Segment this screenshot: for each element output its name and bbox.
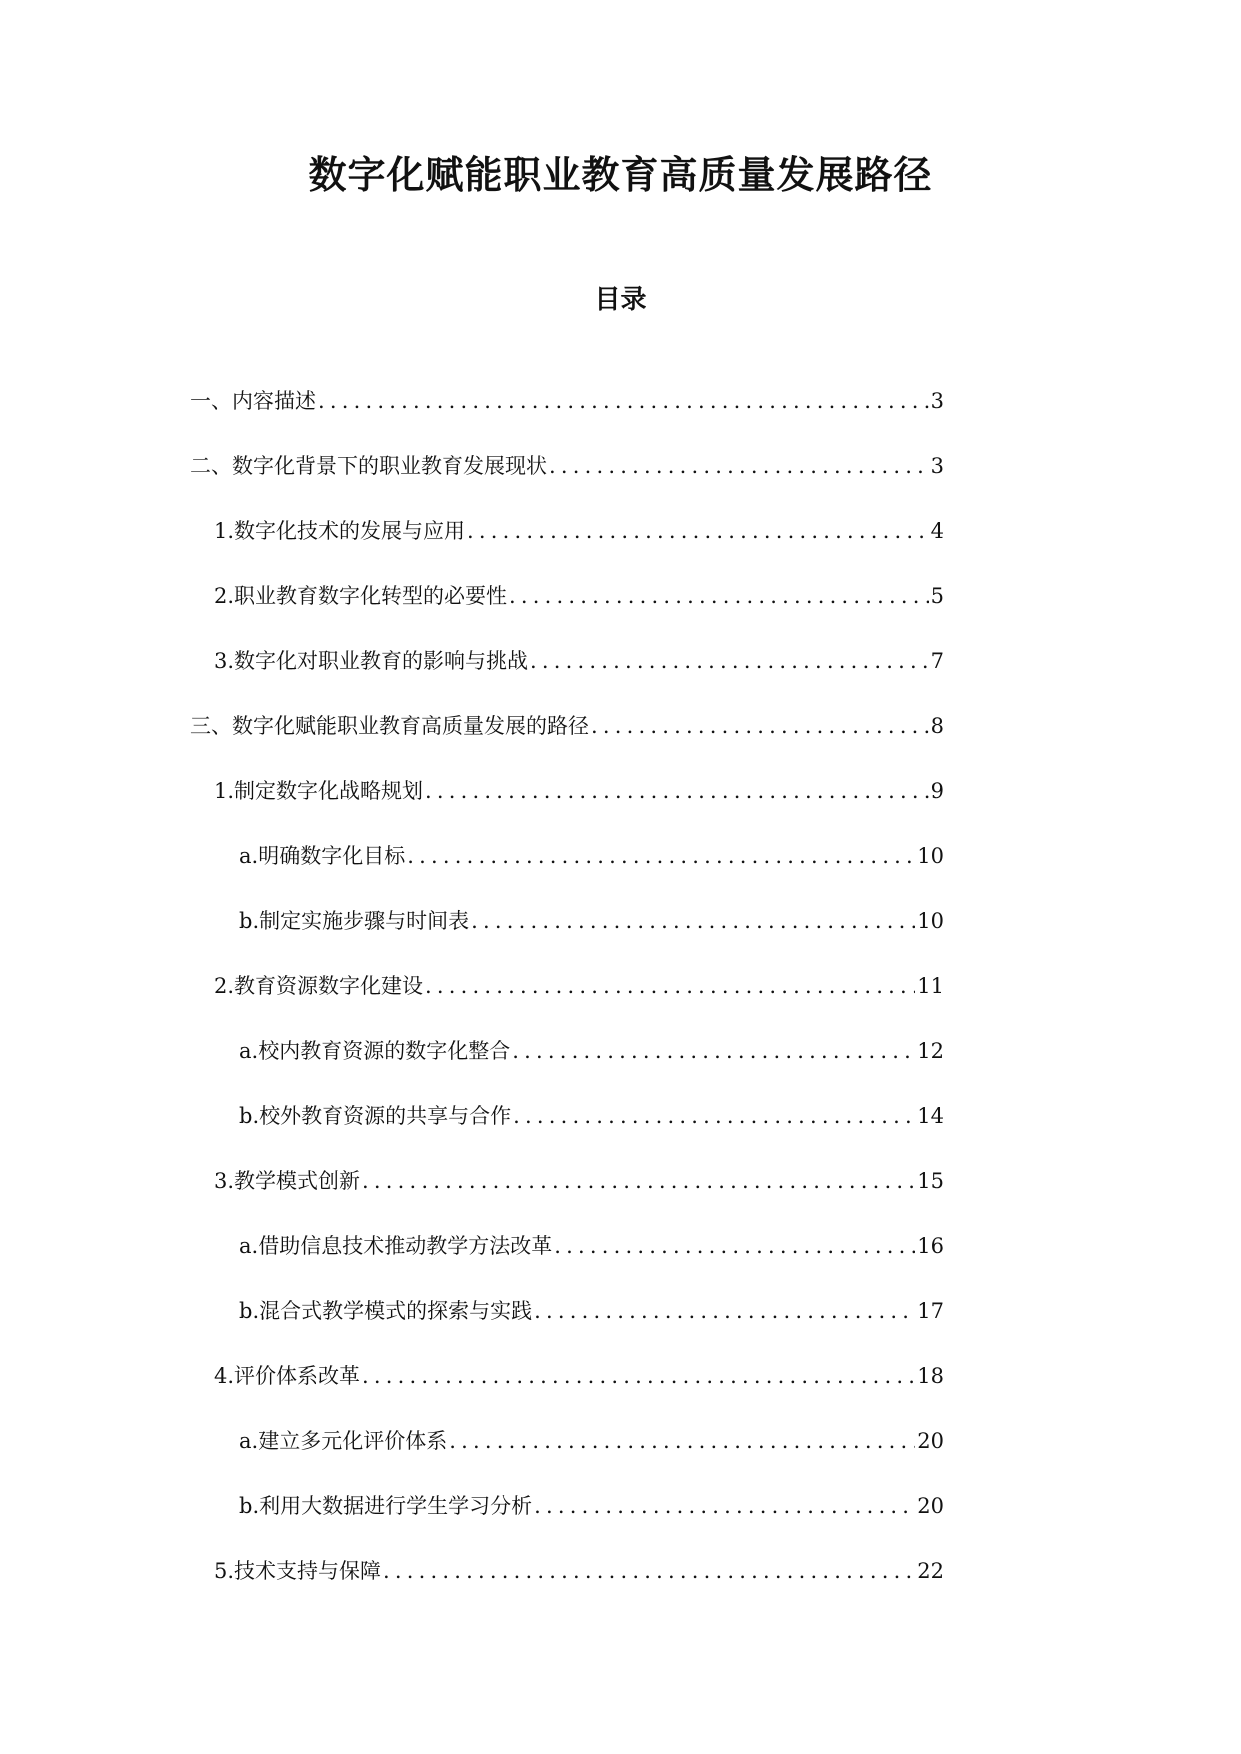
toc-dot-leader xyxy=(512,1036,915,1066)
toc-dot-leader xyxy=(425,971,915,1001)
toc-entry-number: a. xyxy=(239,1039,259,1063)
toc-entry-number: b. xyxy=(239,1494,260,1518)
toc-entry-page: 12 xyxy=(917,1039,944,1063)
toc-entry-page: 14 xyxy=(917,1104,944,1128)
toc-dot-leader xyxy=(534,1296,915,1326)
toc-entry-page: 5 xyxy=(930,584,944,608)
toc-entry-title: 利用大数据进行学生学习分析 xyxy=(259,1494,533,1518)
toc-dot-leader xyxy=(549,451,929,481)
toc-dot-leader xyxy=(509,581,929,611)
toc-entry[interactable] xyxy=(0,1097,944,1162)
toc-entry[interactable] xyxy=(0,1552,944,1617)
toc-entry-number: b. xyxy=(239,909,260,933)
toc-entry-title: 校外教育资源的共享与合作 xyxy=(259,1104,512,1128)
toc-entry-number: 1. xyxy=(214,779,235,803)
toc-entry-page: 15 xyxy=(917,1169,944,1193)
toc-entry-number: 三、 xyxy=(190,714,232,738)
toc-dot-leader xyxy=(383,1556,915,1586)
toc-dot-leader xyxy=(425,776,929,806)
toc-entry-number: 4. xyxy=(214,1364,235,1388)
toc-entry-title: 评价体系改革 xyxy=(234,1364,361,1388)
toc-entry-page: 3 xyxy=(930,454,944,478)
toc-entry-page: 20 xyxy=(917,1494,944,1518)
toc-dot-leader xyxy=(471,906,915,936)
toc-entry-number: 3. xyxy=(214,649,235,673)
toc-entry-page: 17 xyxy=(917,1299,944,1323)
toc-entry-title: 内容描述 xyxy=(232,389,316,413)
toc-entry-title: 数字化技术的发展与应用 xyxy=(234,519,466,543)
toc-entry-title: 教学模式创新 xyxy=(234,1169,361,1193)
toc-entry-page: 4 xyxy=(930,519,944,543)
toc-entry[interactable] xyxy=(0,1292,944,1357)
toc-entry-number: 二、 xyxy=(190,454,232,478)
toc-entry[interactable] xyxy=(0,512,944,577)
toc-dot-leader xyxy=(318,386,929,416)
toc-entry[interactable] xyxy=(0,1422,944,1487)
toc-entry-number: 2. xyxy=(214,584,235,608)
toc-dot-leader xyxy=(591,711,929,741)
toc-entry-number: 1. xyxy=(214,519,235,543)
toc-entry[interactable] xyxy=(0,1227,944,1292)
toc-entry-page: 16 xyxy=(917,1234,944,1258)
toc-entry-title: 混合式教学模式的探索与实践 xyxy=(259,1299,533,1323)
toc-entry[interactable] xyxy=(0,707,944,772)
toc-entry-number: b. xyxy=(239,1104,260,1128)
toc-entry[interactable] xyxy=(0,837,944,902)
toc-entry[interactable] xyxy=(0,577,944,642)
toc-dot-leader xyxy=(467,516,929,546)
toc-entry-title: 数字化对职业教育的影响与挑战 xyxy=(234,649,529,673)
toc-dot-leader xyxy=(362,1166,915,1196)
toc-entry-title: 数字化背景下的职业教育发展现状 xyxy=(232,454,547,478)
toc-entry-page: 10 xyxy=(917,909,944,933)
toc-entry-page: 10 xyxy=(917,844,944,868)
toc-dot-leader xyxy=(554,1231,915,1261)
toc-entry-page: 11 xyxy=(917,974,944,998)
toc-dot-leader xyxy=(407,841,915,871)
toc-entry-number: a. xyxy=(239,1234,259,1258)
toc-entry[interactable] xyxy=(0,447,944,512)
toc-entry[interactable] xyxy=(0,1032,944,1097)
toc-dot-leader xyxy=(534,1491,915,1521)
toc-entry-number: b. xyxy=(239,1299,260,1323)
toc-dot-leader xyxy=(513,1101,915,1131)
toc-entry[interactable] xyxy=(0,642,944,707)
toc-dot-leader xyxy=(530,646,929,676)
toc-dot-leader xyxy=(362,1361,915,1391)
toc-entry-page: 18 xyxy=(917,1364,944,1388)
toc-entry-number: 一、 xyxy=(190,389,232,413)
toc-entry-title: 借助信息技术推动教学方法改革 xyxy=(258,1234,553,1258)
toc-entry[interactable] xyxy=(0,382,944,447)
toc-entry-title: 技术支持与保障 xyxy=(234,1559,382,1583)
toc-entry-title: 数字化赋能职业教育高质量发展的路径 xyxy=(232,714,589,738)
toc-entry-page: 9 xyxy=(930,779,944,803)
toc-entry-title: 明确数字化目标 xyxy=(258,844,406,868)
toc-entry[interactable] xyxy=(0,1162,944,1227)
toc-entry-number: 3. xyxy=(214,1169,235,1193)
toc-entry[interactable] xyxy=(0,1487,944,1552)
toc-heading: 目录 xyxy=(594,285,647,315)
toc-dot-leader xyxy=(449,1426,915,1456)
toc-entry-title: 制定数字化战略规划 xyxy=(234,779,424,803)
toc-entry-page: 20 xyxy=(917,1429,944,1453)
toc-entry-title: 教育资源数字化建设 xyxy=(234,974,424,998)
toc-entry-page: 3 xyxy=(930,389,944,413)
toc-entry-title: 建立多元化评价体系 xyxy=(258,1429,448,1453)
toc-entry[interactable] xyxy=(0,967,944,1032)
toc-entry-number: a. xyxy=(239,1429,259,1453)
toc-entry-title: 制定实施步骤与时间表 xyxy=(259,909,470,933)
toc-entry-title: 职业教育数字化转型的必要性 xyxy=(234,584,508,608)
toc-entry-number: 5. xyxy=(214,1559,235,1583)
toc-entry-page: 8 xyxy=(930,714,944,738)
toc-entry-number: a. xyxy=(239,844,259,868)
toc-entry-number: 2. xyxy=(214,974,235,998)
toc-entry[interactable] xyxy=(0,772,944,837)
table-of-contents xyxy=(0,382,1241,1617)
toc-entry-page: 7 xyxy=(930,649,944,673)
toc-entry[interactable] xyxy=(0,902,944,967)
toc-entry[interactable] xyxy=(0,1357,944,1422)
toc-entry-title: 校内教育资源的数字化整合 xyxy=(258,1039,511,1063)
toc-entry-page: 22 xyxy=(917,1559,944,1583)
document-title: 数字化赋能职业教育高质量发展路径 xyxy=(308,153,933,197)
